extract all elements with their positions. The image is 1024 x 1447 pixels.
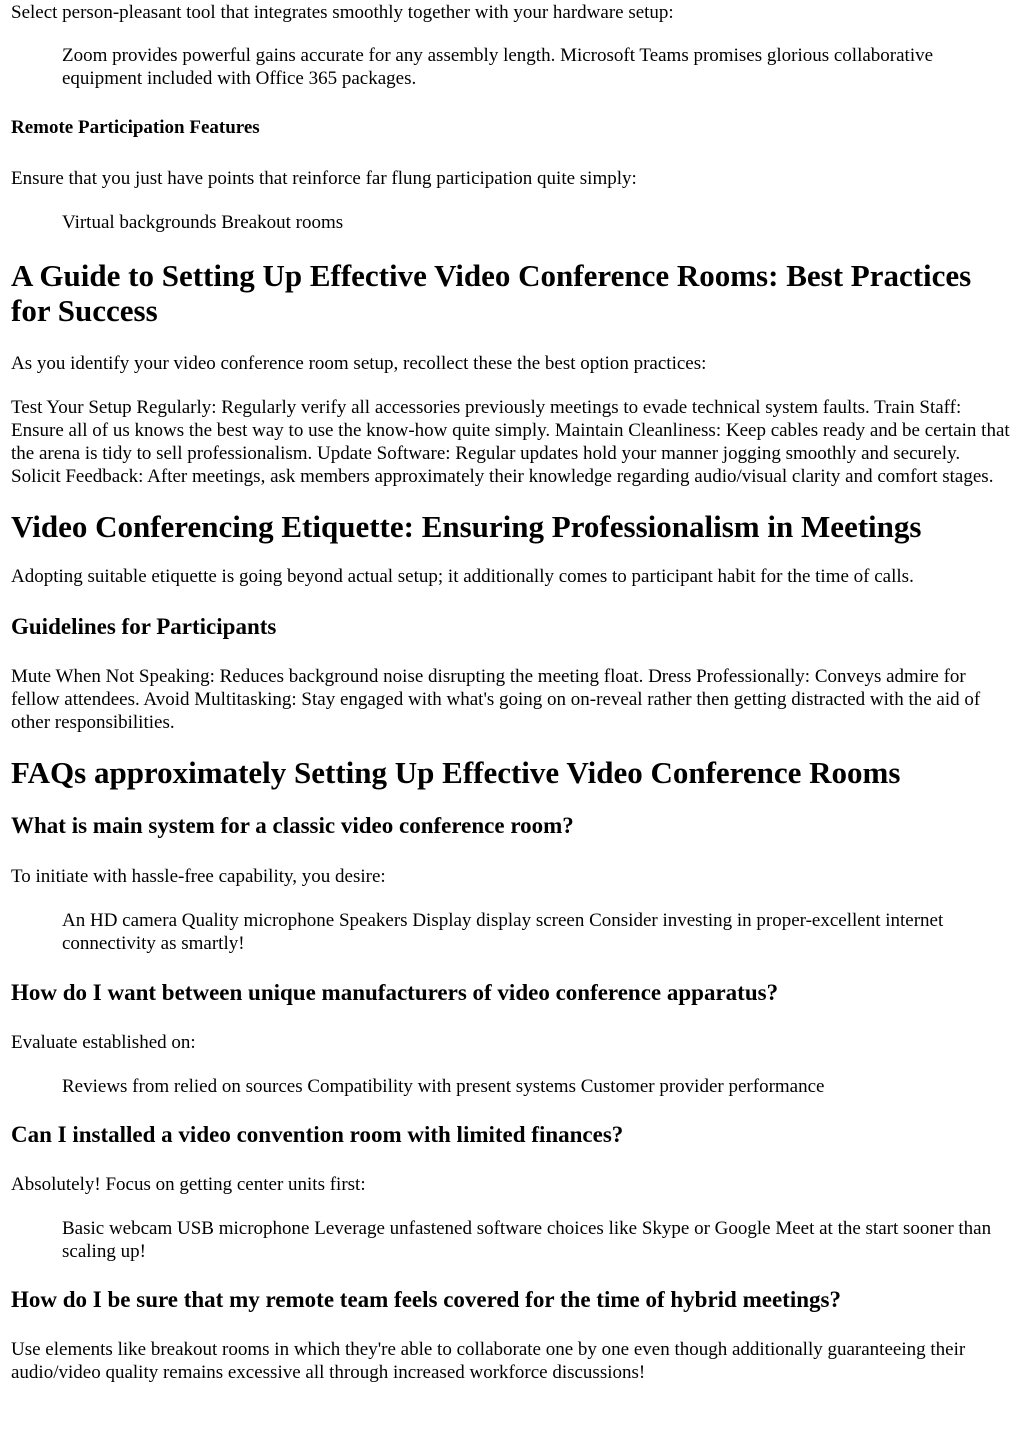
faq-answer-blockquote: Reviews from relied on sources Compatibility with present systems Customer provider performance [62,1076,825,1097]
guide-body-paragraph: Test Your Setup Regularly: Regularly verify all accessories previously meetings to evade technical system faults. Train Staff: Ensure all of us knows the best way to use the know-how quite simply. Maintain Cleanliness: Keep cables ready and be certain that the arena is tidy to sell professionalism. Update Software: Regular updates hold your manner jogging smoothly and securely. Solicit Feedback: After meetings, ask members approximately their knowledge regarding audio/visual clarity and comfort stages. [11,397,1010,487]
faqs-heading: FAQs approximately Setting Up Effective Video Conference Rooms [11,755,901,790]
guidelines-paragraph: Mute When Not Speaking: Reduces background noise disrupting the meeting float. Dress Professionally: Conveys admire for fellow attendees. Avoid Multitasking: Stay engaged with what's going on on-reveal rather then getting distracted with the aid of other responsibilities. [11,666,981,733]
faq-answer-lead: Absolutely! Focus on getting center units first: [11,1174,366,1195]
faq-answer-paragraph: Use elements like breakout rooms in which they're able to collaborate one by one even though additionally guaranteeing their audio/video quality remains excessive all through increased workforce discussions! [11,1339,966,1383]
faq-answer-blockquote: An HD camera Quality microphone Speakers Display display screen Consider investing in proper-excellent internet connectivity as smartly! [62,910,944,954]
etiquette-heading: Video Conferencing Etiquette: Ensuring Professionalism in Meetings [11,509,922,544]
guide-lead-paragraph: As you identify your video conference room setup, recollect these the best option practices: [11,353,707,374]
faq-question: Can I installed a video convention room with limited finances? [11,1122,624,1147]
faq-question: How do I be sure that my remote team feels covered for the time of hybrid meetings? [11,1287,841,1312]
remote-heading: Remote Participation Features [11,117,260,138]
intro-blockquote: Zoom provides powerful gains accurate for any assembly length. Microsoft Teams promises glorious collaborative equipment included with Office 365 packages. [62,45,934,89]
article [0,1,1024,1384]
faq-answer-blockquote: Basic webcam USB microphone Leverage unfastened software choices like Skype or Google Meet at the start sooner than scaling up! [62,1218,992,1262]
faq-answer-lead: To initiate with hassle-free capability, you desire: [11,866,386,887]
intro-paragraph: Select person-pleasant tool that integrates smoothly together with your hardware setup: [11,2,674,23]
faq-question: How do I want between unique manufacturers of video conference apparatus? [11,980,779,1005]
etiquette-lead-paragraph: Adopting suitable etiquette is going beyond actual setup; it additionally comes to participant habit for the time of calls. [11,566,914,587]
remote-paragraph: Ensure that you just have points that reinforce far flung participation quite simply: [11,168,637,189]
faq-question: What is main system for a classic video conference room? [11,813,574,838]
remote-blockquote: Virtual backgrounds Breakout rooms [62,212,344,233]
guidelines-heading: Guidelines for Participants [11,614,277,639]
faq-answer-lead: Evaluate established on: [11,1032,196,1053]
guide-heading: A Guide to Setting Up Effective Video Conference Rooms: Best Practices for Success [11,258,972,328]
